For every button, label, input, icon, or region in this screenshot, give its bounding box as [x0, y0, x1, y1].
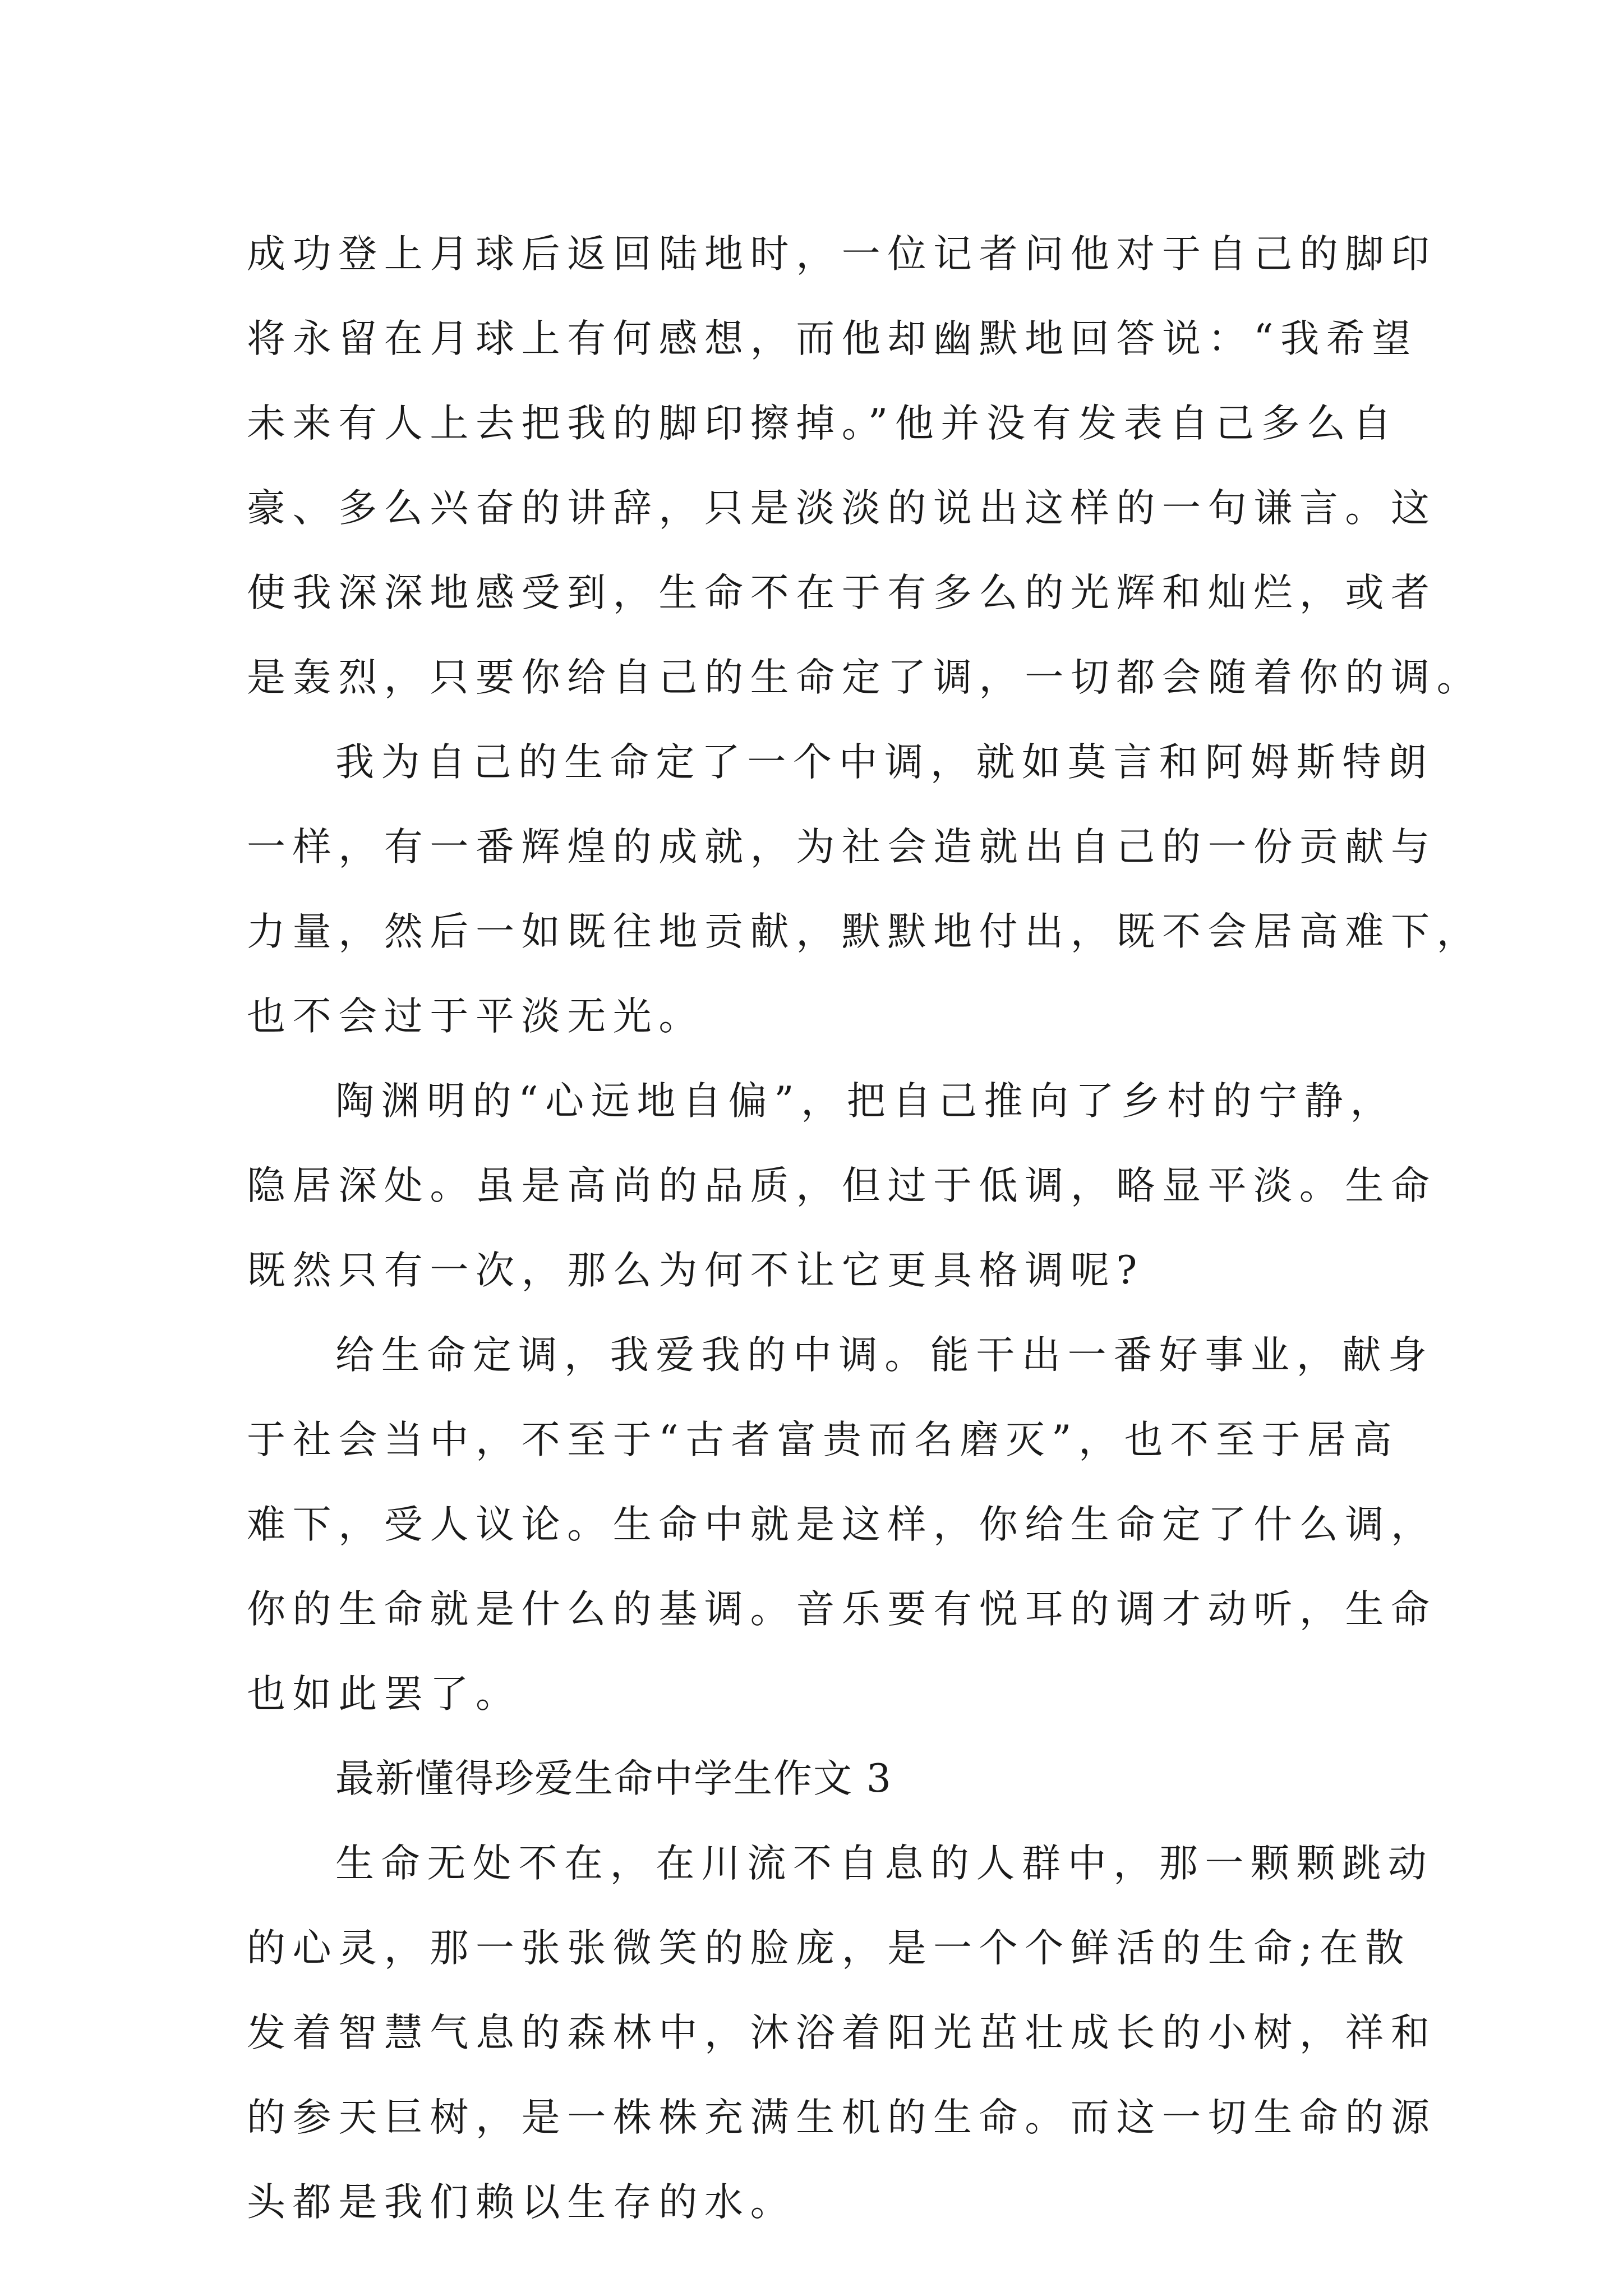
text-line: 成功登上月球后返回陆地时，一位记者问他对于自己的脚印	[247, 232, 1437, 277]
text-line: 头都是我们赖以生存的水。	[247, 2180, 796, 2225]
paragraph-2	[247, 720, 1483, 1059]
paragraph-1	[247, 212, 1483, 720]
paragraph-3	[247, 1059, 1437, 1313]
text-line: 将永留在月球上有何感想，而他却幽默地回答说：“我希望	[247, 316, 1418, 361]
paragraph-5	[247, 1821, 1437, 2245]
text-line: 生命无处不在，在川流不自息的人群中，那一颗颗跳动	[335, 1841, 1434, 1886]
text-line: 力量，然后一如既往地贡献，默默地付出，既不会居高难下，	[247, 909, 1483, 954]
text-line: 未来有人上去把我的脚印擦掉。”他并没有发表自己多么自	[247, 401, 1399, 446]
text-line: 的参天巨树，是一株株充满生机的生命。而这一切生命的源	[247, 2095, 1437, 2140]
text-line: 是轰烈，只要你给自己的生命定了调，一切都会随着你的调。	[247, 655, 1483, 700]
document-body	[247, 212, 1483, 2245]
text-line: 一样，有一番辉煌的成就，为社会造就出自己的一份贡献与	[247, 825, 1437, 869]
text-line: 隐居深处。虽是高尚的品质，但过于低调，略显平淡。生命	[247, 1163, 1437, 1208]
text-line: 也如此罢了。	[247, 1672, 522, 1717]
text-line: 你的生命就是什么的基调。音乐要有悦耳的调才动听，生命	[247, 1587, 1437, 1632]
text-line: 难下，受人议论。生命中就是这样，你给生命定了什么调，	[247, 1502, 1437, 1547]
text-line: 发着智慧气息的森林中，沐浴着阳光茁壮成长的小树，祥和	[247, 2010, 1437, 2055]
text-line: 也不会过于平淡无光。	[247, 994, 704, 1039]
text-line: 于社会当中，不至于“古者富贵而名磨灭”，也不至于居高	[247, 1418, 1399, 1462]
text-line: 使我深深地感受到，生命不在于有多么的光辉和灿烂，或者	[247, 570, 1437, 615]
text-line: 既然只有一次，那么为何不让它更具格调呢?	[247, 1248, 1144, 1293]
paragraph-4	[247, 1313, 1437, 1737]
text-line: 陶渊明的“心远地自偏”，把自己推向了乡村的宁静，	[335, 1079, 1396, 1124]
text-line: 豪、多么兴奋的讲辞，只是淡淡的说出这样的一句谦言。这	[247, 486, 1437, 531]
section-heading: 最新懂得珍爱生命中学生作文 3	[335, 1756, 892, 1801]
text-line: 给生命定调，我爱我的中调。能干出一番好事业，献身	[335, 1333, 1434, 1378]
text-line: 我为自己的生命定了一个中调，就如莫言和阿姆斯特朗	[335, 740, 1434, 785]
text-line: 的心灵，那一张张微笑的脸庞，是一个个鲜活的生命;在散	[247, 1926, 1411, 1971]
